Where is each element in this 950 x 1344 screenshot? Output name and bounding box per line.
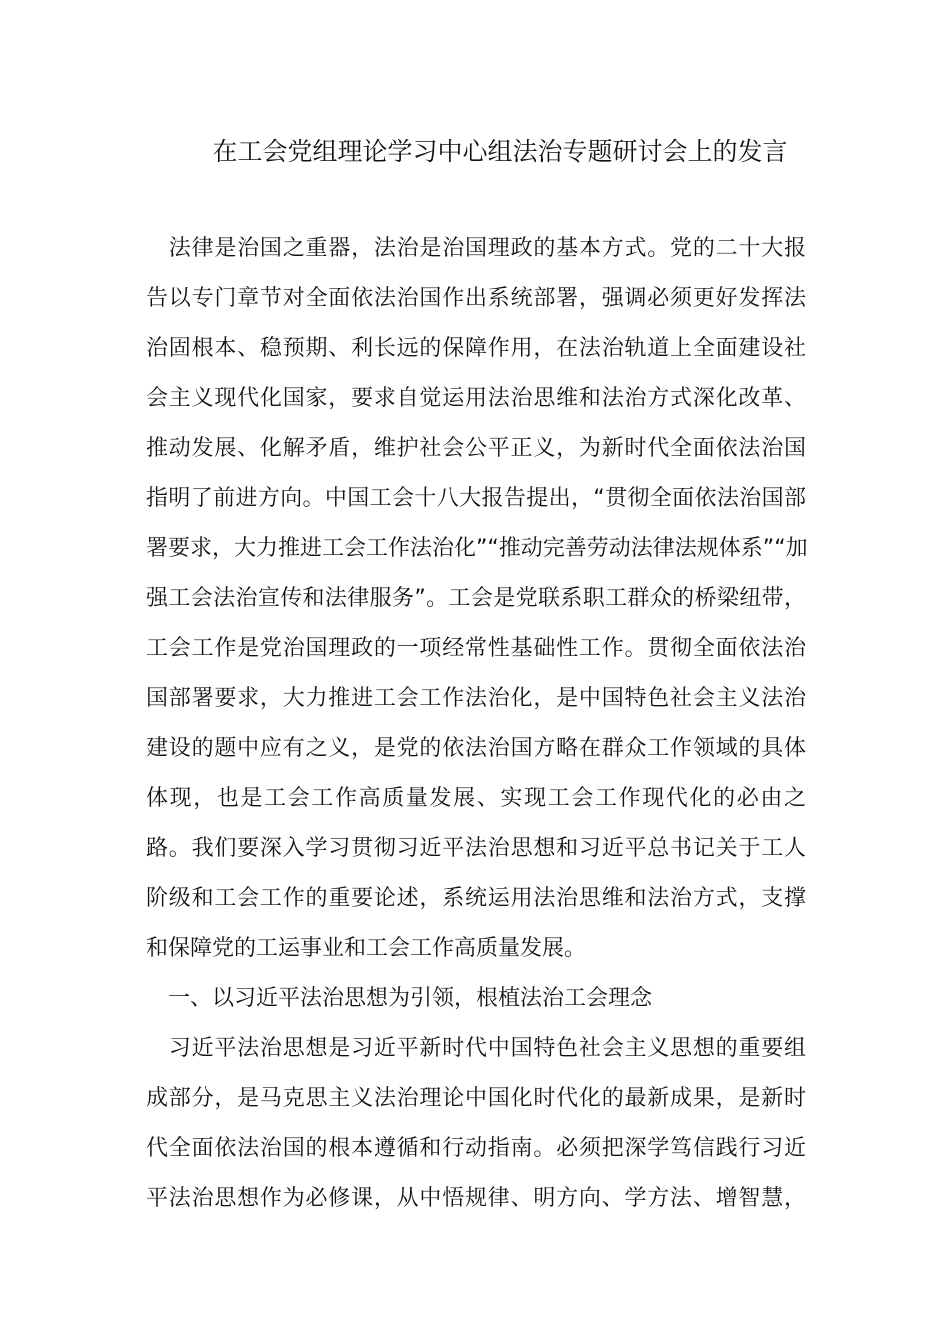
body-line: 和保障党的工运事业和工会工作高质量发展。 <box>146 936 587 961</box>
body-line: 会主义现代化国家，要求自觉运用法治思维和法治方式深化改革、 <box>146 386 806 411</box>
body-line: 习近平法治思想是习近平新时代中国特色社会主义思想的重要组 <box>146 1036 806 1061</box>
body-line: 告以专门章节对全面依法治国作出系统部署，强调必须更好发挥法 <box>146 286 806 311</box>
body-line: 代全面依法治国的根本遵循和行动指南。必须把深学笃信践行习近 <box>146 1136 806 1161</box>
body-line: 治固根本、稳预期、利长远的保障作用，在法治轨道上全面建设社 <box>146 336 806 361</box>
body-line: 体现，也是工会工作高质量发展、实现工会工作现代化的必由之 <box>146 786 806 811</box>
document-title: 在工会党组理论学习中心组法治专题研讨会上的发言 <box>212 137 788 166</box>
body-line: 建设的题中应有之义，是党的依法治国方略在群众工作领域的具体 <box>146 736 806 761</box>
body-line: 工会工作是党治国理政的一项经常性基础性工作。贯彻全面依法治 <box>146 636 806 661</box>
body-line: 阶级和工会工作的重要论述，系统运用法治思维和法治方式，支撑 <box>146 886 806 911</box>
section-heading: 一、以习近平法治思想为引领，根植法治工会理念 <box>146 986 653 1011</box>
body-line: 署要求，大力推进工会工作法治化”“推动完善劳动法律法规体系”“加 <box>146 536 808 561</box>
body-line: 路。我们要深入学习贯彻习近平法治思想和习近平总书记关于工人 <box>146 836 806 861</box>
body-line: 推动发展、化解矛盾，维护社会公平正义，为新时代全面依法治国 <box>146 436 806 461</box>
body-line: 强工会法治宣传和法律服务”。工会是党联系职工群众的桥梁纽带， <box>146 586 806 611</box>
body-line: 成部分，是马克思主义法治理论中国化时代化的最新成果，是新时 <box>146 1086 806 1111</box>
body-line: 国部署要求，大力推进工会工作法治化，是中国特色社会主义法治 <box>146 686 806 711</box>
body-line: 指明了前进方向。中国工会十八大报告提出，“贯彻全面依法治国部 <box>146 486 806 511</box>
body-line: 平法治思想作为必修课，从中悟规律、明方向、学方法、增智慧， <box>146 1186 806 1211</box>
body-line: 法律是治国之重器，法治是治国理政的基本方式。党的二十大报 <box>146 236 806 261</box>
